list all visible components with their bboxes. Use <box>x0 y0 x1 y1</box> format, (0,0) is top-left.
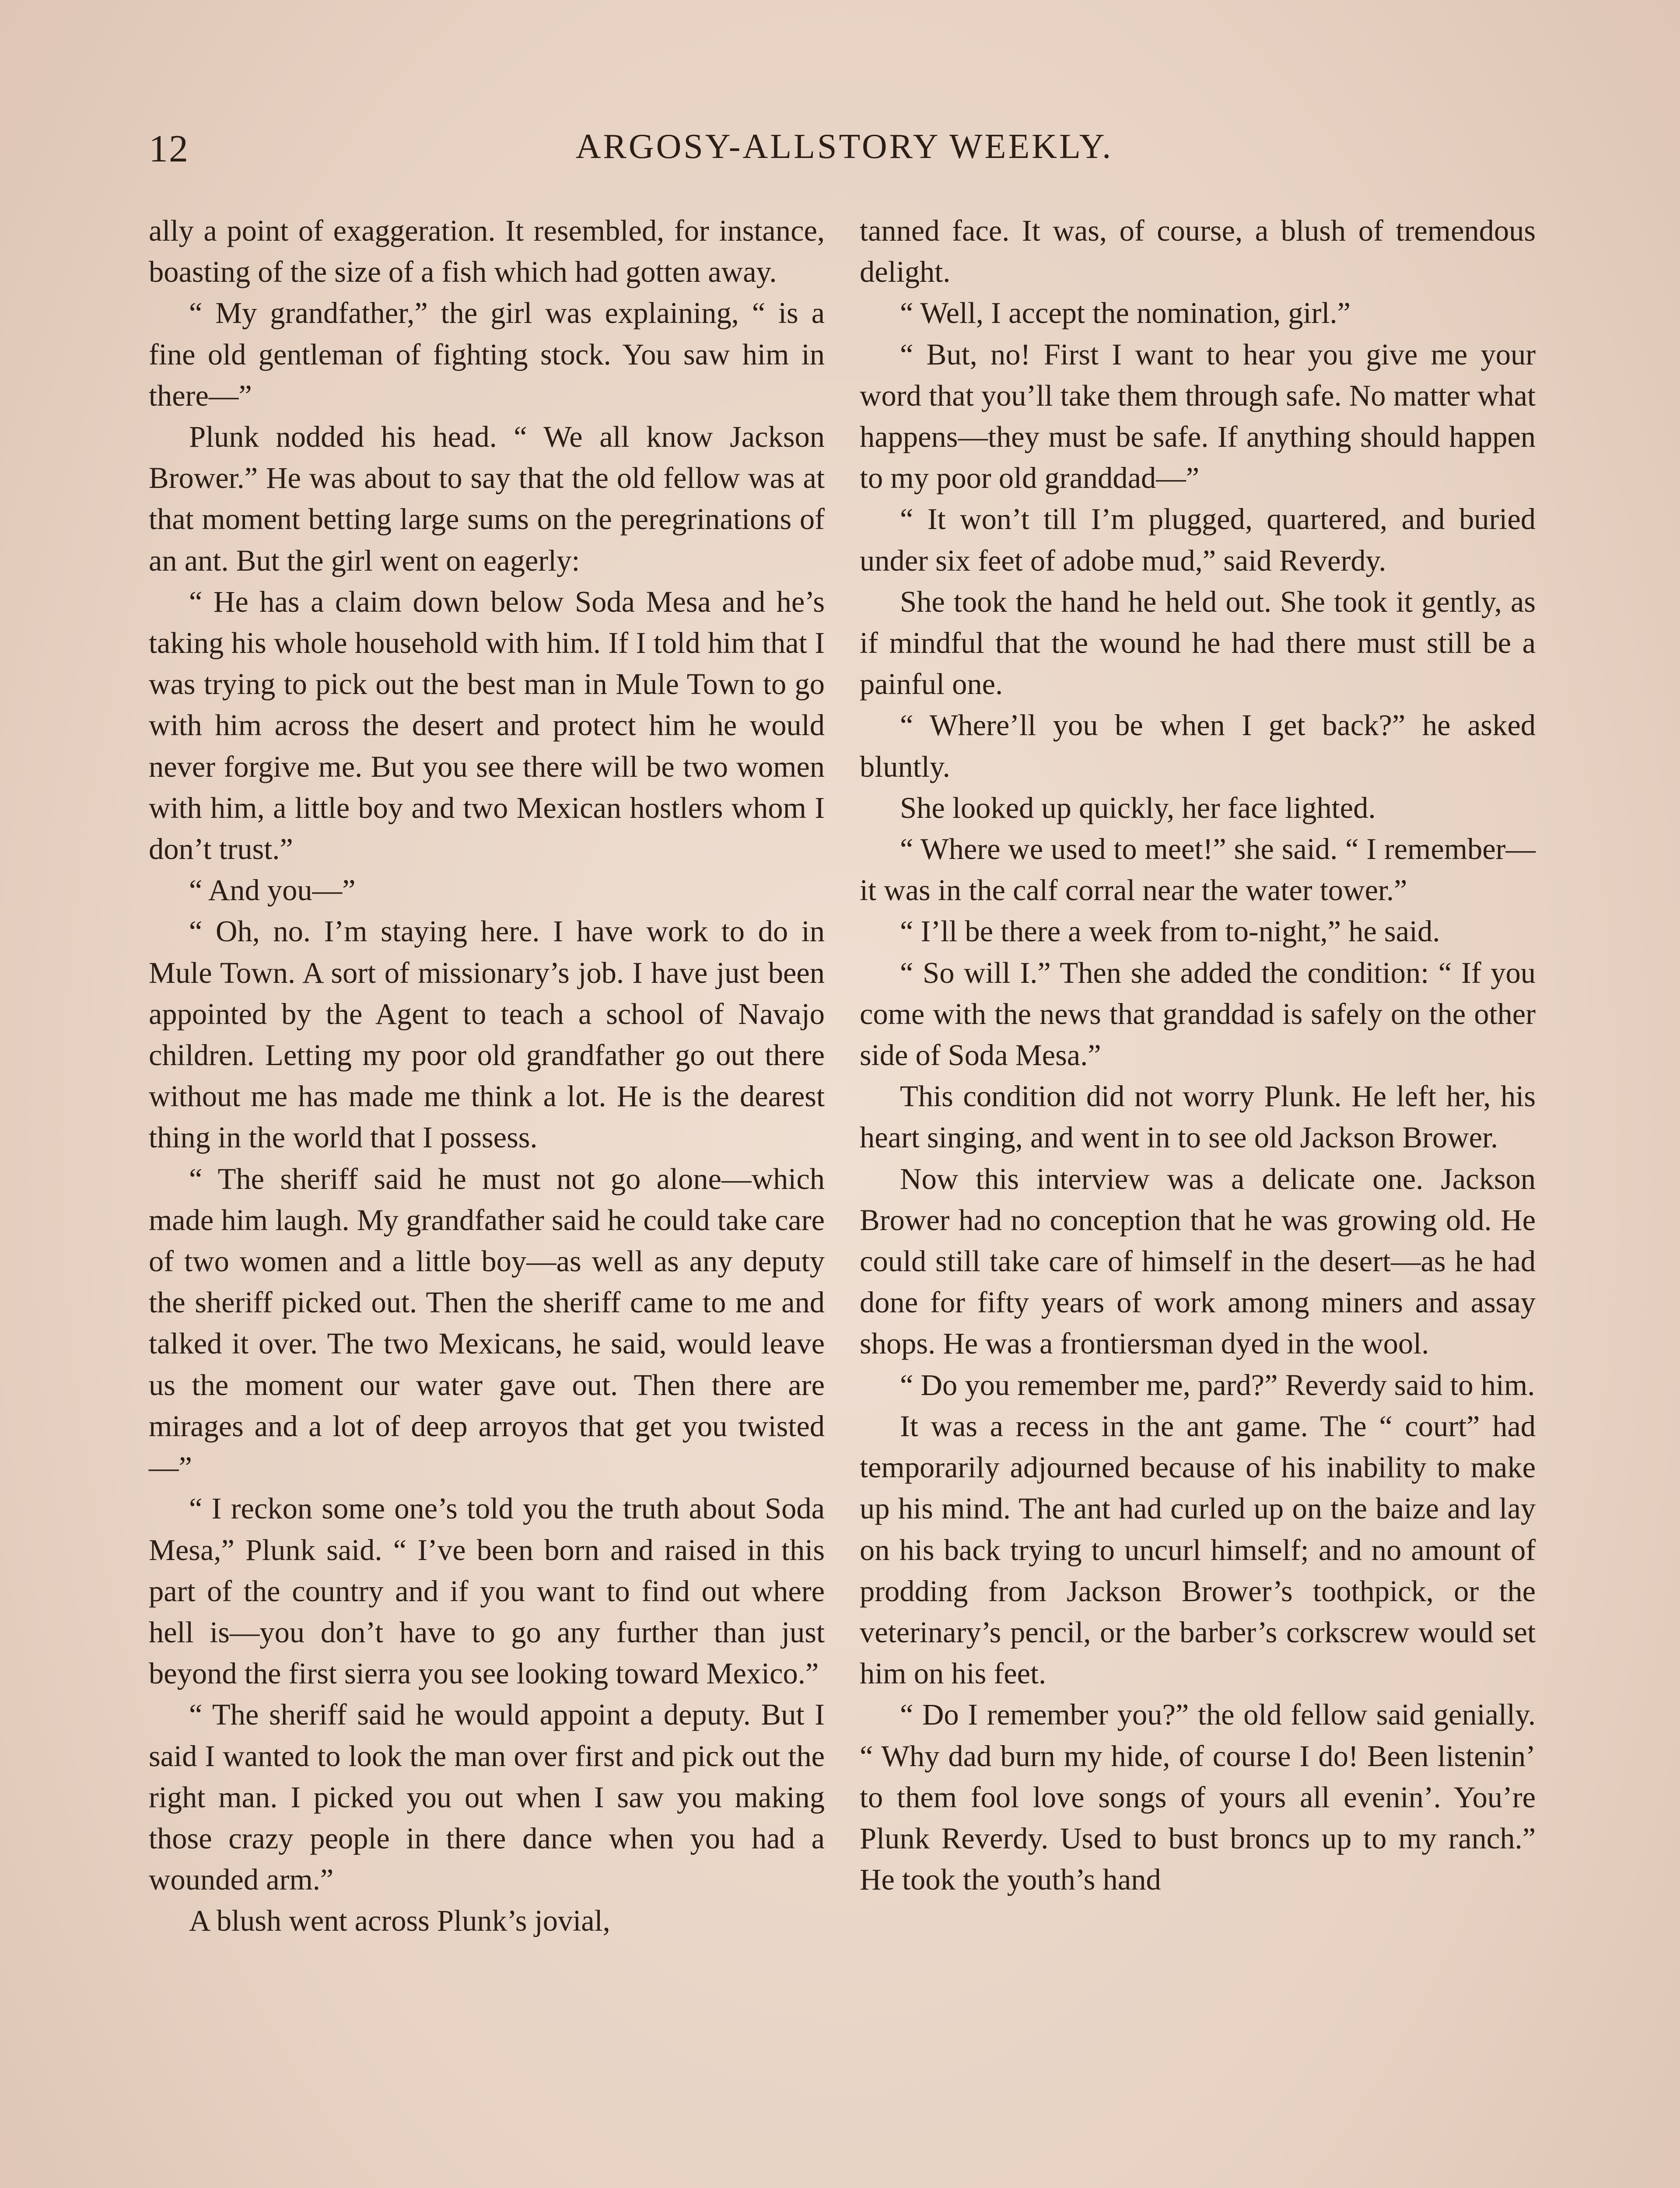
paragraph: “ The sheriff said he must not go alone—which made him laugh. My grandfather said he could take care of two women and a little boy—as well as any deputy the sheriff picked out. Then the sheriff came to me and talked it over. The two Mexicans, he said, would leave us the moment our water gave out. Then there are mirages and a lot of deep arroyos that get you twisted—” <box>149 1162 825 1484</box>
paragraph: “ The sheriff said he would appoint a deputy. But I said I wanted to look the man over first and pick out the right man. I picked you out when I saw you making those crazy people in there dance when you had a wounded arm.” <box>149 1698 825 1897</box>
paragraph: “ And you—” <box>189 873 356 907</box>
paragraph: “ Oh, no. I’m staying here. I have work to do in Mule Town. A sort of missionary’s job. I have just been appointed by the Agent to teach a school of Navajo children. Letting my poor old grandfather go out there without me has made me think a lot. He is the dearest thing in the world that I possess. <box>149 915 825 1154</box>
paragraph: “ Where we used to meet!” she said. “ I remember—it was in the calf corral near the water tower.” <box>860 832 1536 907</box>
page-number: 12 <box>149 128 189 170</box>
paragraph: “ Well, I accept the nomination, girl.” <box>900 296 1351 330</box>
paragraph: “ Where’ll you be when I get back?” he asked bluntly. <box>860 708 1536 783</box>
paragraph: She looked up quickly, her face lighted. <box>900 791 1376 824</box>
paragraph: “ So will I.” Then she added the condition: “ If you come with the news that granddad is safely on the other side of Soda Mesa.” <box>860 956 1536 1072</box>
paragraph: Plunk nodded his head. “ We all know Jackson Brower.” He was about to say that the old fellow was at that moment betting large sums on the peregrinations of an ant. But the girl went on eagerly: <box>149 420 825 577</box>
left-column <box>149 210 825 1942</box>
paragraph: “ My grandfather,” the girl was explaining, “ is a fine old gentleman of fighting stock. You saw him in there—” <box>149 296 825 412</box>
right-column <box>860 210 1536 1900</box>
paragraph: “ It won’t till I’m plugged, quartered, and buried under six feet of adobe mud,” said Reverdy. <box>860 502 1536 577</box>
paragraph: Now this interview was a delicate one. Jackson Brower had no conception that he was growing old. He could still take care of himself in the desert—as he had done for fifty years of work among miners and assay shops. He was a frontiersman dyed in the wool. <box>860 1162 1536 1360</box>
page-header <box>149 127 1540 175</box>
running-head: ARGOSY-ALLSTORY WEEKLY. <box>575 127 1113 166</box>
paragraph: “ But, no! First I want to hear you give me your word that you’ll take them through safe. No matter what happens—they must be safe. If anything should happen to my poor old granddad—” <box>860 337 1536 495</box>
paragraph: “ I’ll be there a week from to-night,” he said. <box>900 915 1440 948</box>
paragraph: She took the hand he held out. She took it gently, as if mindful that the wound he had there must still be a painful one. <box>860 585 1536 701</box>
paragraph: ally a point of exaggeration. It resembled, for instance, boasting of the size of a fish which had gotten away. <box>149 214 825 289</box>
paragraph: “ He has a claim down below Soda Mesa and he’s taking his whole household with him. If I told him that I was trying to pick out the best man in Mule Town to go with him across the desert and protect him he would never forgive me. But you see there will be two women with him, a little boy and two Mexican hostlers whom I don’t trust.” <box>149 585 825 866</box>
paragraph: “ I reckon some one’s told you the truth about Soda Mesa,” Plunk said. “ I’ve been born and raised in this part of the country and if you want to find out where hell is—you don’t have to go any further than just beyond the first sierra you see looking toward Mexico.” <box>149 1492 825 1690</box>
paragraph: A blush went across Plunk’s jovial, <box>189 1904 610 1938</box>
paragraph: “ Do I remember you?” the old fellow said genially. “ Why dad burn my hide, of course I do! Been listenin’ to them fool love songs of yours all evenin’. You’re Plunk Reverdy. Used to bust broncs up to my ranch.” He took the youth’s hand <box>860 1698 1536 1897</box>
paragraph: This condition did not worry Plunk. He left her, his heart singing, and went in to see old Jackson Brower. <box>860 1080 1536 1154</box>
paragraph: tanned face. It was, of course, a blush of tremendous delight. <box>860 214 1536 289</box>
paragraph: “ Do you remember me, pard?” Reverdy said to him. <box>900 1368 1535 1402</box>
paragraph: It was a recess in the ant game. The “ court” had temporarily adjourned because of his inability to make up his mind. The ant had curled up on the baize and lay on his back trying to uncurl himself; and no amount of prodding from Jackson Brower’s toothpick, or the veterinary’s pencil, or the barber’s corkscrew would set him on his feet. <box>860 1409 1536 1690</box>
